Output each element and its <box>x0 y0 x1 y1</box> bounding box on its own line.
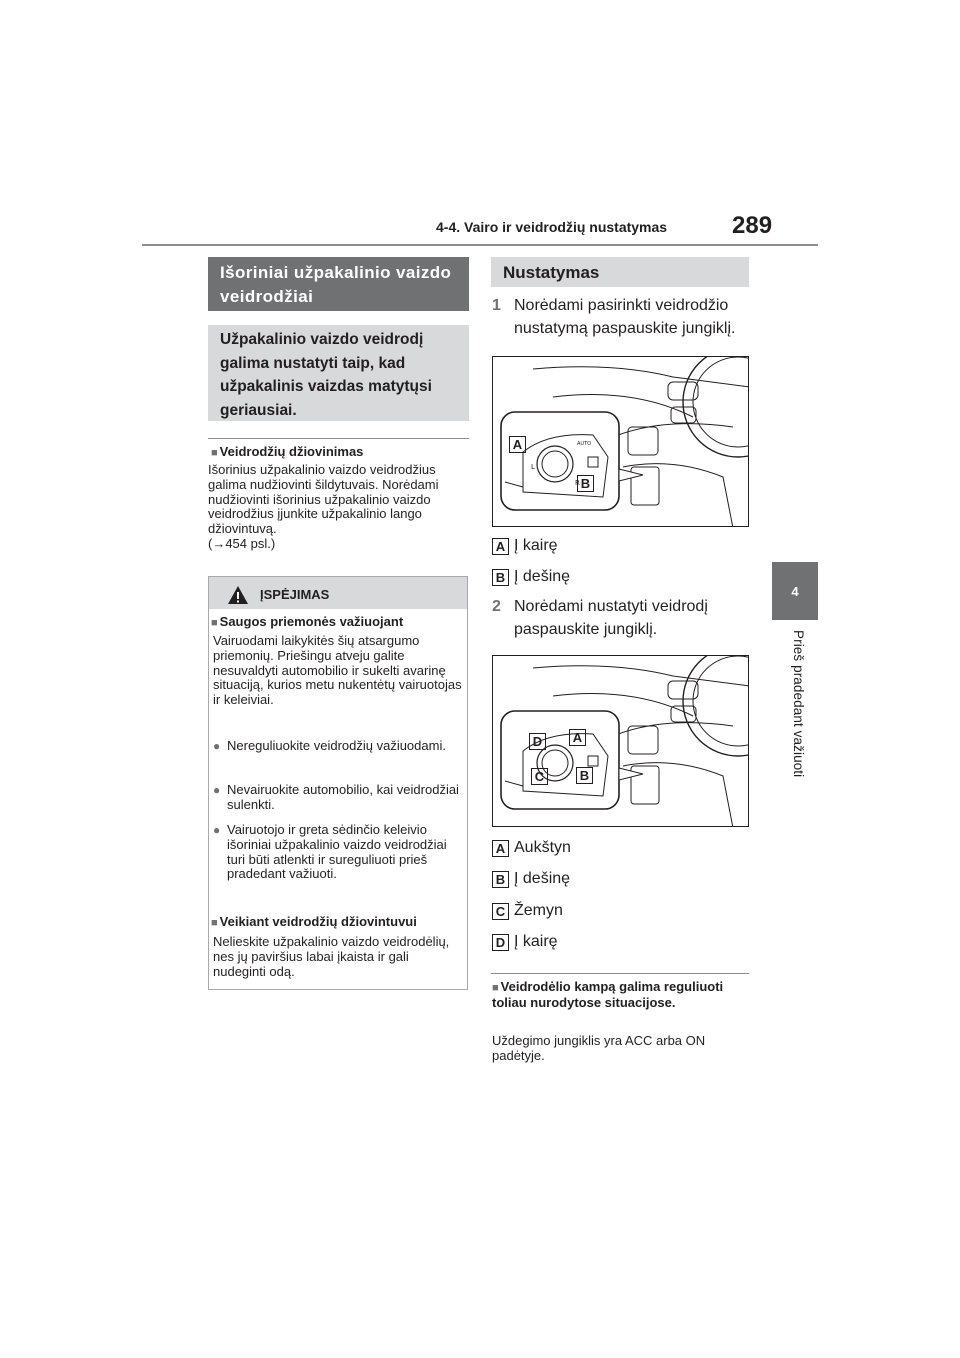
defogger-text <box>208 463 470 552</box>
defogger-paragraph: Išorinius užpakalinio vaizdo veidrodžius galima nudžiovinti šildytuvais. Norėdami nudžiovinti išorinius užpakalinio vaizdo veidrodžius įjunkite užpakalinio lango džiovintuvą. <box>208 462 439 537</box>
divider <box>208 438 469 439</box>
step-1-number: 1 <box>492 297 501 314</box>
switch-auto-marking: AUTO <box>577 441 592 447</box>
section-heading-mirrors: Išoriniai užpakalinio vaizdo veidrodžiai <box>208 257 469 311</box>
defogger-heading: ■ Veidrodžių džiovinimas <box>211 444 363 459</box>
safety-text: Vairuodami laikykitės šių atsargumo priemonių. Priešingu atveju galite nesuvaldyti automobilio ir sukelti avarinę situaciją, kurios metu nukentėtų vairuotojas ir keleiviai. <box>213 633 462 708</box>
divider-right <box>491 973 749 974</box>
legend2-c-letter: C <box>492 903 509 920</box>
note-heading: ■ Veidrodėlio kampą galima reguliuoti toliau nurodytose situacijose. <box>492 980 732 1011</box>
legend2-b-letter: B <box>492 871 509 888</box>
step-2-text: Norėdami nustatyti veidrodį paspauskite jungiklį. <box>514 598 708 638</box>
step-1-text: Norėdami pasirinkti veidrodžio nustatymą paspauskite jungiklį. <box>514 297 736 337</box>
legend1-a-letter: A <box>492 538 509 555</box>
warning-icon <box>227 585 249 605</box>
fig1-callout-a: A <box>509 436 526 453</box>
section-heading-adjustment: Nustatymas <box>491 257 749 287</box>
note-text: Uždegimo jungiklis yra ACC arba ON padėtyje. <box>492 1033 706 1063</box>
heater-text: Nelieskite užpakalinio vaizdo veidrodėlių, nes jų paviršius labai įkaista ir gali nudeginti odą. <box>213 934 450 979</box>
legend1-b-text: Į dešinę <box>514 568 571 585</box>
warning-header <box>209 577 467 609</box>
section-title: 4-4. Vairo ir veidrodžių nustatymas <box>436 219 668 235</box>
legend1-a-text: Į kairę <box>514 537 558 554</box>
warning-bullet-1: ● Nereguliuokite veidrodžių važiuodami. <box>213 739 463 754</box>
legend2-a-letter: A <box>492 840 509 857</box>
legend2-c-text: Žemyn <box>514 902 563 919</box>
warning-box <box>208 576 468 990</box>
heater-heading: ■ Veikiant veidrodžių džiovintuvui <box>211 914 417 929</box>
step-2-number: 2 <box>492 598 501 615</box>
fig1-callout-b: B <box>577 475 594 492</box>
step-1 <box>492 295 752 340</box>
step-2 <box>492 596 752 641</box>
defogger-page-ref: (→454 psl.) <box>208 535 276 551</box>
warning-bullet-3: ● Vairuotojo ir greta sėdinčio keleivio išoriniai užpakalinio vaizdo veidrodžiai turi būti atlenkti ir sureguliuoti prieš pradedant važiuoti. <box>213 823 463 882</box>
warning-title: ĮSPĖJIMAS <box>260 587 330 602</box>
page-number: 289 <box>732 212 773 239</box>
safety-heading: ■ Saugos priemonės važiuojant <box>211 614 403 629</box>
fig2-callout-a: A <box>569 729 586 746</box>
legend2-d-letter: D <box>492 934 509 951</box>
figure-adjust-mirror <box>492 655 749 827</box>
switch-left-marking: L <box>531 463 535 471</box>
chapter-tab: 4 <box>772 562 818 620</box>
figure-select-mirror <box>492 356 749 527</box>
chapter-label: Prieš pradedant važiuoti <box>791 630 806 778</box>
intro-box: Užpakalinio vaizdo veidrodį galima nustatyti taip, kad užpakalinis vaizdas matytųsi geriausiai. <box>208 325 469 421</box>
header-rule <box>142 244 818 246</box>
legend2-b-text: Į dešinę <box>514 870 571 887</box>
legend2-a-text: Aukštyn <box>514 839 571 856</box>
switch-right-marking: R <box>575 479 580 487</box>
legend1-b-letter: B <box>492 569 509 586</box>
warning-bullet-2: ● Nevairuokite automobilio, kai veidrodžiai sulenkti. <box>213 783 463 813</box>
fig2-callout-b: B <box>576 767 593 784</box>
fig2-callout-d: D <box>529 733 546 750</box>
door-switch-illustration <box>493 357 749 527</box>
legend2-d-text: Į kairę <box>514 933 558 950</box>
fig2-callout-c: C <box>531 768 548 785</box>
